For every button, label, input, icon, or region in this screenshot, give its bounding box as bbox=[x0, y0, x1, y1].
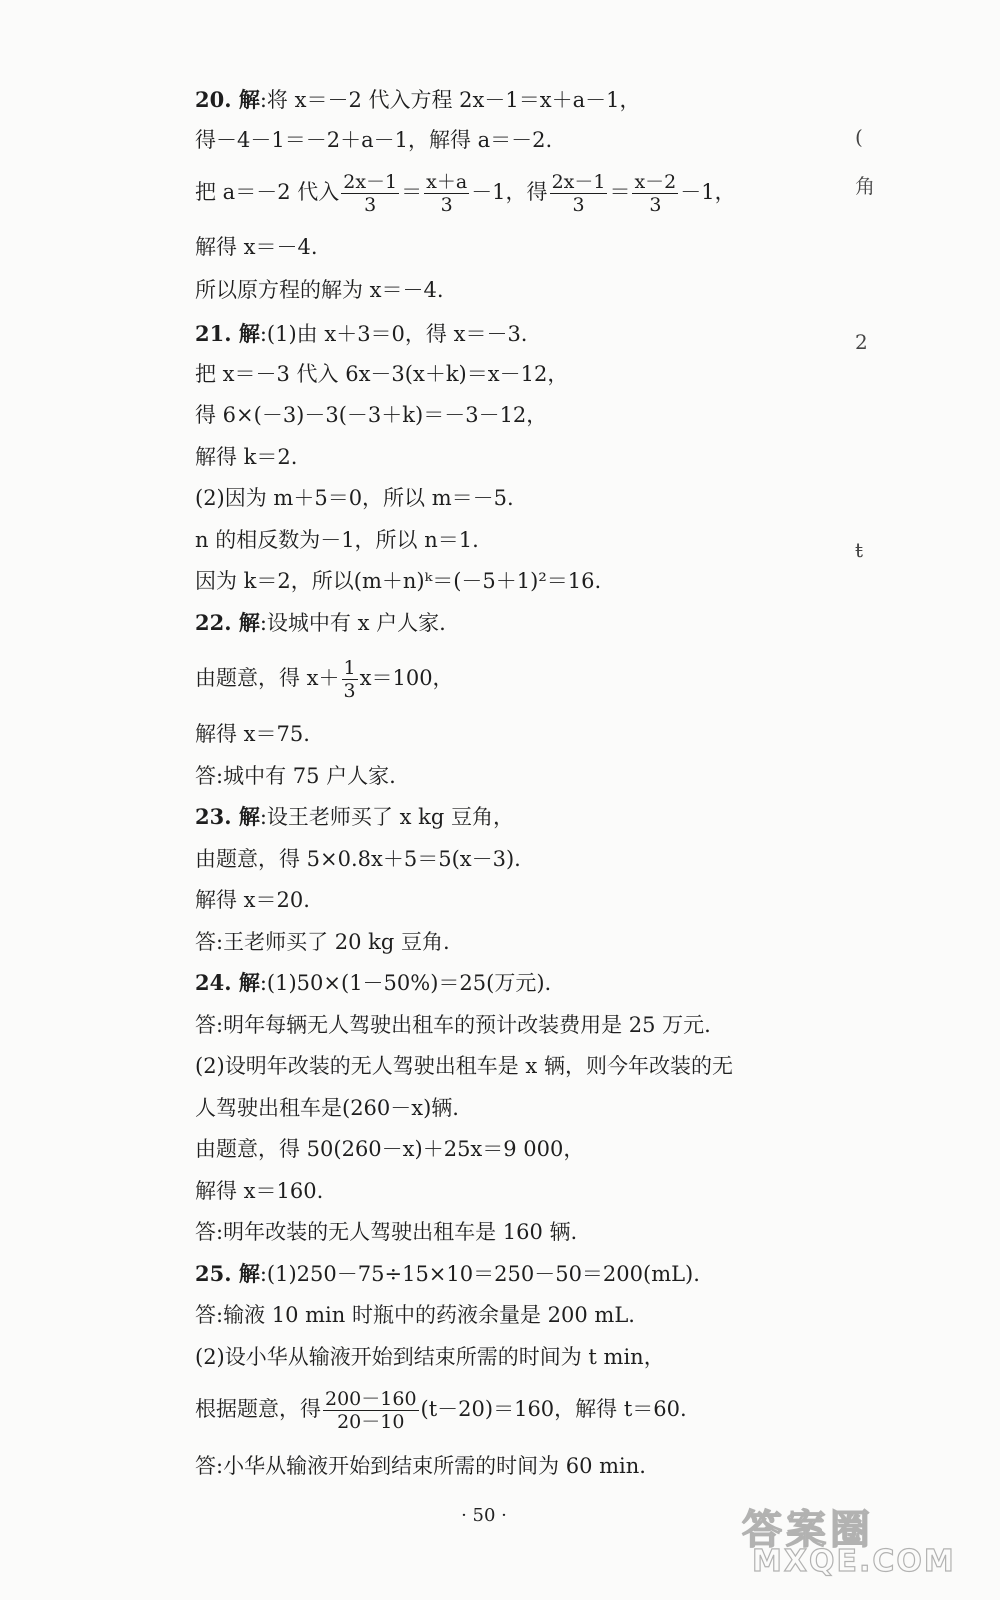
line-21-n: n 的相反数为－1，所以 n＝1. bbox=[195, 528, 479, 552]
line-23-solve: 解得 x＝20. bbox=[195, 888, 310, 912]
line-22-heading: 22. 解:设城中有 x 户人家. bbox=[195, 610, 446, 635]
fraction: $\frac{2x-1}{3}$ bbox=[343, 171, 398, 216]
line-25-answer1: 答:输液 10 min 时瓶中的药液余量是 200 mL. bbox=[195, 1303, 635, 1327]
line-24-part2-cont: 人驾驶出租车是(260－x)辆. bbox=[195, 1096, 459, 1120]
line-21-sub: 把 x＝－3 代入 6x－3(x＋k)＝x－12， bbox=[195, 362, 569, 386]
line-25-answer2: 答:小华从输液开始到结束所需的时间为 60 min. bbox=[195, 1454, 646, 1478]
line-24-answer1: 答:明年每辆无人驾驶出租车的预计改装费用是 25 万元. bbox=[195, 1013, 711, 1037]
line-20-step: 得－4－1＝－2＋a－1，解得 a＝－2. bbox=[195, 128, 553, 152]
line-23-heading: 23. 解:设王老师买了 x kg 豆角， bbox=[195, 804, 514, 829]
edge-mark: 角 bbox=[855, 174, 875, 198]
line-24-part2: (2)设明年改装的无人驾驶出租车是 x 辆，则今年改装的无 bbox=[195, 1054, 733, 1078]
line-24-heading: 24. 解:(1)50×(1－50%)＝25(万元). bbox=[195, 970, 552, 995]
page-number: · 50 · bbox=[461, 1505, 507, 1526]
edge-mark: ( bbox=[855, 125, 863, 149]
line-20-solve: 解得 x＝－4. bbox=[195, 235, 318, 259]
line-21-heading: 21. 解:(1)由 x＋3＝0，得 x＝－3. bbox=[195, 321, 528, 346]
line-22-equation: 由题意，得 x＋ $\frac{1}{3}$ x＝100， bbox=[195, 657, 454, 702]
line-24-answer2: 答:明年改装的无人驾驶出租车是 160 辆. bbox=[195, 1220, 578, 1244]
fraction: $\frac{x-2}{3}$ bbox=[634, 171, 677, 216]
fraction: $\frac{2x-1}{3}$ bbox=[551, 171, 606, 216]
watermark-text: 答案圈 bbox=[742, 1507, 874, 1553]
line-24-equation: 由题意，得 50(260－x)＋25x＝9 000， bbox=[195, 1137, 585, 1161]
line-23-answer: 答:王老师买了 20 kg 豆角. bbox=[195, 930, 450, 954]
line-24-solve: 解得 x＝160. bbox=[195, 1179, 324, 1203]
fraction: $\frac{200-160}{20-10}$ bbox=[325, 1388, 417, 1433]
line-22-answer: 答:城中有 75 户人家. bbox=[195, 764, 396, 788]
line-20-conclusion: 所以原方程的解为 x＝－4. bbox=[195, 278, 444, 302]
line-21-solve: 解得 k＝2. bbox=[195, 445, 298, 469]
line-25-equation: 根据题意，得 $\frac{200-160}{20-10}$ (t－20)＝160，解得 t＝60. bbox=[195, 1388, 687, 1433]
fraction: $\frac{x+a}{3}$ bbox=[426, 171, 468, 216]
line-20-heading: 20. 解:将 x＝－2 代入方程 2x－1＝x＋a－1， bbox=[195, 87, 641, 112]
edge-mark: ŧ bbox=[855, 538, 864, 562]
line-21-step: 得 6×(－3)－3(－3＋k)＝－3－12， bbox=[195, 403, 548, 427]
line-20-fraction: 把 a＝－2 代入 $\frac{2x-1}{3}$ ＝ $\frac{x+a}{3}$ －1，得 $\frac{2x-1}{3}$ ＝ $\frac{x-2}{3}$ －1， bbox=[195, 171, 736, 216]
line-21-result: 因为 k＝2，所以(m＋n)ᵏ＝(－5＋1)²＝16. bbox=[195, 569, 602, 593]
edge-mark: 2 bbox=[855, 330, 868, 354]
watermark-logo bbox=[742, 1498, 972, 1588]
line-22-solve: 解得 x＝75. bbox=[195, 722, 310, 746]
line-25-heading: 25. 解:(1)250－75÷15×10＝250－50＝200(mL). bbox=[195, 1261, 700, 1286]
watermark-url: MXQE.COM bbox=[752, 1544, 956, 1579]
line-21-part2: (2)因为 m＋5＝0，所以 m＝－5. bbox=[195, 486, 514, 510]
fraction: $\frac{1}{3}$ bbox=[343, 657, 356, 702]
line-25-part2: (2)设小华从输液开始到结束所需的时间为 t min， bbox=[195, 1345, 665, 1369]
line-23-equation: 由题意，得 5×0.8x＋5＝5(x－3). bbox=[195, 847, 521, 871]
